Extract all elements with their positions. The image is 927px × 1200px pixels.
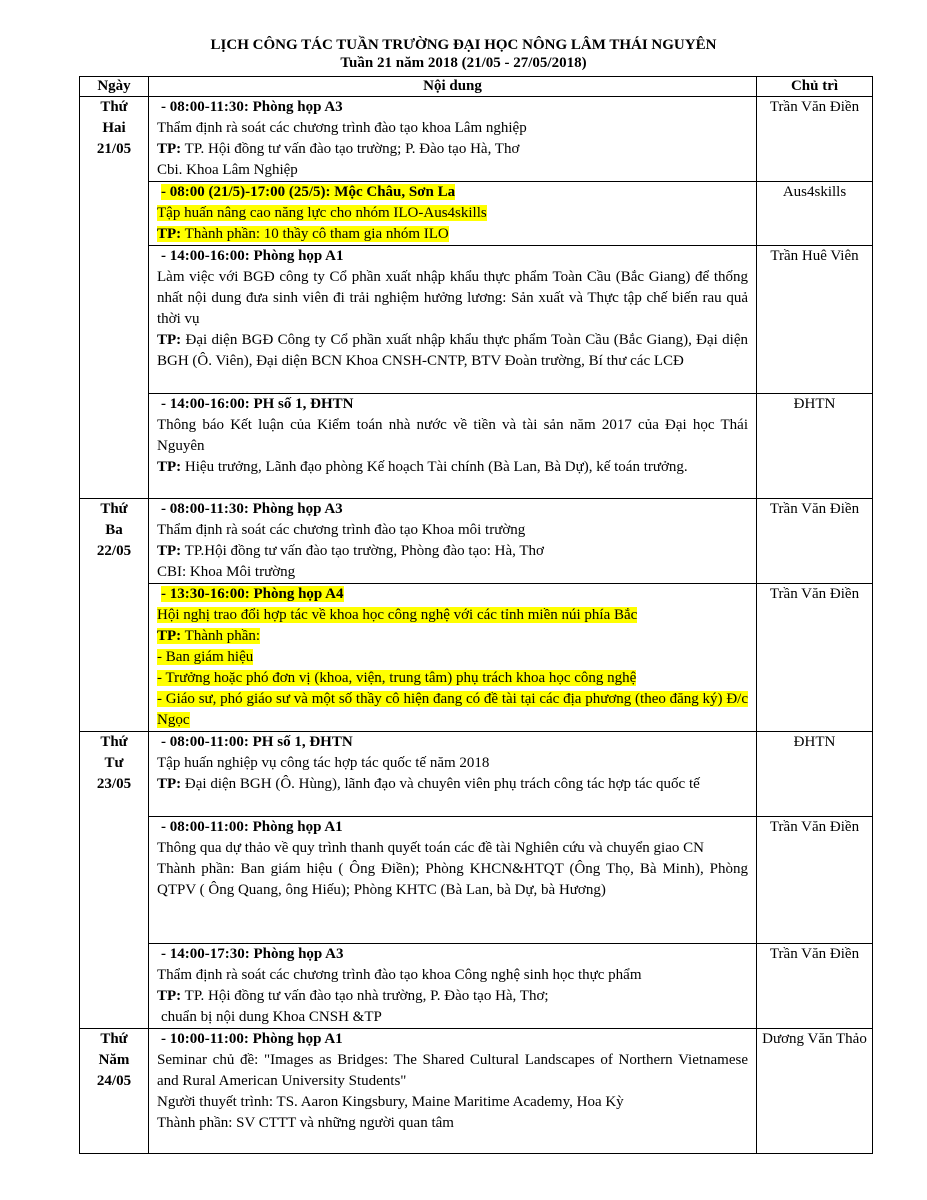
participants-text: TP. Hội đồng tư vấn đào tạo trường; P. Đào tạo Hà, Thơ bbox=[184, 141, 520, 157]
day-date: 23/05 bbox=[96, 776, 132, 792]
page-subtitle: Tuần 21 năm 2018 (21/05 - 27/05/2018) bbox=[340, 55, 587, 71]
day-name: Tư bbox=[104, 755, 124, 771]
event-host: Trần Văn Điền bbox=[757, 817, 873, 944]
event-time: - 14:00-16:00: PH số 1, ĐHTN bbox=[161, 396, 354, 412]
event-participants: Thành phần: Ban giám hiệu ( Ông Điền); Phòng KHCN&HTQT (Ông Thọ, Bà Minh), Phòng QTPV ( Ông Quang, ông Hiếu); Phòng KHTC (Bà Lan, bà Dự, bà Hương) bbox=[157, 861, 748, 898]
tp-label: TP: bbox=[157, 988, 182, 1004]
table-row bbox=[80, 499, 873, 584]
event-host: ĐHTN bbox=[757, 394, 873, 499]
participants-text: Hiệu trưởng, Lãnh đạo phòng Kế hoạch Tài chính (Bà Lan, Bà Dự), kế toán trưởng. bbox=[184, 459, 688, 475]
event-time: - 10:00-11:00: Phòng họp A1 bbox=[161, 1031, 343, 1047]
event-time: - 13:30-16:00: Phòng họp A4 bbox=[161, 586, 344, 602]
table-header-row bbox=[80, 77, 873, 97]
event-participants bbox=[157, 986, 748, 1007]
event-content bbox=[149, 944, 757, 1029]
day-weekday: Thứ bbox=[100, 734, 128, 750]
event-host: ĐHTN bbox=[757, 732, 873, 817]
day-name: Năm bbox=[98, 1052, 130, 1068]
tp-label: TP: bbox=[157, 141, 182, 157]
participants-text: TP. Hội đồng tư vấn đào tạo nhà trường, P. Đào tạo Hà, Thơ; bbox=[184, 988, 549, 1004]
event-presenter: Người thuyết trình: TS. Aaron Kingsbury, Maine Maritime Academy, Hoa Kỳ bbox=[157, 1094, 624, 1110]
event-participants bbox=[157, 774, 748, 795]
tp-label: TP: bbox=[157, 776, 182, 792]
event-time: - 14:00-17:30: Phòng họp A3 bbox=[161, 946, 344, 962]
event-description: Thẩm định rà soát các chương trình đào tạo khoa Lâm nghiệp bbox=[157, 120, 527, 136]
tp-label: TP: bbox=[157, 332, 182, 348]
event-description: Làm việc với BGĐ công ty Cổ phần xuất nhập khẩu thực phẩm Toàn Cầu (Bắc Giang) để thống nhất nội dung đưa sinh viên đi trải nghiệm hưởng lương: Sản xuất và Thực tập chế biến rau quả thời vụ bbox=[157, 269, 748, 327]
event-note: chuẩn bị nội dung Khoa CNSH &TP bbox=[161, 1009, 382, 1025]
day-cell-monday bbox=[80, 97, 149, 499]
event-description: Tập huấn nâng cao năng lực cho nhóm ILO-Aus4skills bbox=[157, 205, 487, 221]
event-participants bbox=[157, 457, 748, 478]
participant-item: - Trưởng hoặc phó đơn vị (khoa, viện, trung tâm) phụ trách khoa học công nghệ bbox=[157, 670, 637, 686]
schedule-table bbox=[79, 76, 873, 1154]
event-time: - 08:00-11:00: PH số 1, ĐHTN bbox=[161, 734, 353, 750]
participants-text: Đại diện BGH (Ô. Hùng), lãnh đạo và chuyên viên phụ trách công tác hợp tác quốc tế bbox=[184, 776, 700, 792]
event-content bbox=[149, 182, 757, 246]
event-content bbox=[149, 246, 757, 394]
day-date: 24/05 bbox=[96, 1073, 132, 1089]
participants-text: TP.Hội đồng tư vấn đào tạo trường, Phòng đào tạo: Hà, Thơ bbox=[184, 543, 544, 559]
event-content bbox=[149, 732, 757, 817]
participants-text: Thành phần: 10 thầy cô tham gia nhóm ILO bbox=[184, 226, 449, 242]
tp-label: TP: bbox=[157, 628, 182, 644]
participants-text: Thành phần: bbox=[184, 628, 261, 644]
table-row bbox=[80, 817, 873, 944]
table-row bbox=[80, 1029, 873, 1154]
event-time: - 14:00-16:00: Phòng họp A1 bbox=[161, 248, 344, 264]
table-row bbox=[80, 97, 873, 182]
day-name: Hai bbox=[102, 120, 126, 136]
event-content bbox=[149, 394, 757, 499]
event-content bbox=[149, 817, 757, 944]
event-description: Tập huấn nghiệp vụ công tác hợp tác quốc tế năm 2018 bbox=[157, 755, 490, 771]
event-host: Trần Văn Điền bbox=[757, 499, 873, 584]
table-row bbox=[80, 246, 873, 394]
column-header-day: Ngày bbox=[80, 77, 149, 97]
event-host: Trần Văn Điền bbox=[757, 97, 873, 182]
event-time: - 08:00-11:30: Phòng họp A3 bbox=[161, 99, 343, 115]
table-row bbox=[80, 182, 873, 246]
column-header-content: Nội dung bbox=[149, 77, 757, 97]
tp-label: TP: bbox=[157, 459, 182, 475]
event-time: - 08:00-11:00: Phòng họp A1 bbox=[161, 819, 343, 835]
event-participants bbox=[157, 541, 748, 562]
event-participants bbox=[157, 139, 748, 160]
event-host: Trần Văn Điền bbox=[757, 584, 873, 732]
table-row bbox=[80, 732, 873, 817]
participant-item: - Ban giám hiệu bbox=[157, 649, 254, 665]
event-content bbox=[149, 97, 757, 182]
column-header-host: Chủ trì bbox=[757, 77, 873, 97]
event-content bbox=[149, 584, 757, 732]
table-row bbox=[80, 394, 873, 499]
event-time: - 08:00-11:30: Phòng họp A3 bbox=[161, 501, 343, 517]
event-note: CBI: Khoa Môi trường bbox=[157, 564, 296, 580]
participants-text: Đại diện BGĐ Công ty Cổ phần xuất nhập khẩu thực phẩm Toàn Cầu (Bắc Giang), Đại diện BGH (Ô. Viên), Đại diện BCN Khoa CNSH-CNTP, BTV Đoàn trường, Bí thư các LCĐ bbox=[157, 332, 749, 369]
tp-label: TP: bbox=[157, 543, 182, 559]
event-host: Aus4skills bbox=[757, 182, 873, 246]
event-time: - 08:00 (21/5)-17:00 (25/5): Mộc Châu, Sơn La bbox=[161, 184, 456, 200]
event-description: Thẩm định rà soát các chương trình đào tạo khoa Công nghệ sinh học thực phẩm bbox=[157, 967, 642, 983]
event-participants: Thành phần: SV CTTT và những người quan tâm bbox=[157, 1115, 454, 1131]
day-name: Ba bbox=[105, 522, 123, 538]
event-description: Seminar chủ đề: "Images as Bridges: The Shared Cultural Landscapes of Northern Vietnamese and Rural American University Students" bbox=[157, 1052, 748, 1089]
event-participants bbox=[157, 330, 748, 372]
day-cell-thursday bbox=[80, 1029, 149, 1154]
event-description: Thông qua dự thảo về quy trình thanh quyết toán các đề tài Nghiên cứu và chuyển giao CN bbox=[157, 840, 704, 856]
day-cell-tuesday bbox=[80, 499, 149, 732]
event-host: Trần Văn Điền bbox=[757, 944, 873, 1029]
event-description: Thẩm định rà soát các chương trình đào tạo Khoa môi trường bbox=[157, 522, 526, 538]
event-host: Dương Văn Thảo bbox=[757, 1029, 873, 1154]
event-description: Hội nghị trao đổi hợp tác về khoa học công nghệ với các tỉnh miền núi phía Bắc bbox=[157, 607, 638, 623]
event-note: Cbi. Khoa Lâm Nghiệp bbox=[157, 162, 298, 178]
event-content bbox=[149, 499, 757, 584]
event-content bbox=[149, 1029, 757, 1154]
tp-label: TP: bbox=[157, 226, 182, 242]
table-row bbox=[80, 584, 873, 732]
table-row bbox=[80, 944, 873, 1029]
day-weekday: Thứ bbox=[100, 99, 128, 115]
day-date: 22/05 bbox=[96, 543, 132, 559]
day-weekday: Thứ bbox=[100, 501, 128, 517]
day-cell-wednesday bbox=[80, 732, 149, 1029]
event-host: Trần Huê Viên bbox=[757, 246, 873, 394]
participant-item: - Giáo sư, phó giáo sư và một số thầy cô hiện đang có đề tài tại các địa phương (theo đăng ký) Đ/c Ngọc bbox=[157, 691, 748, 728]
day-date: 21/05 bbox=[96, 141, 132, 157]
page-title: LỊCH CÔNG TÁC TUẦN TRƯỜNG ĐẠI HỌC NÔNG LÂM THÁI NGUYÊN bbox=[210, 37, 717, 53]
event-description: Thông báo Kết luận của Kiểm toán nhà nước về tiền và tài sản năm 2017 của Đại học Thái Nguyên bbox=[157, 417, 748, 454]
day-weekday: Thứ bbox=[100, 1031, 128, 1047]
